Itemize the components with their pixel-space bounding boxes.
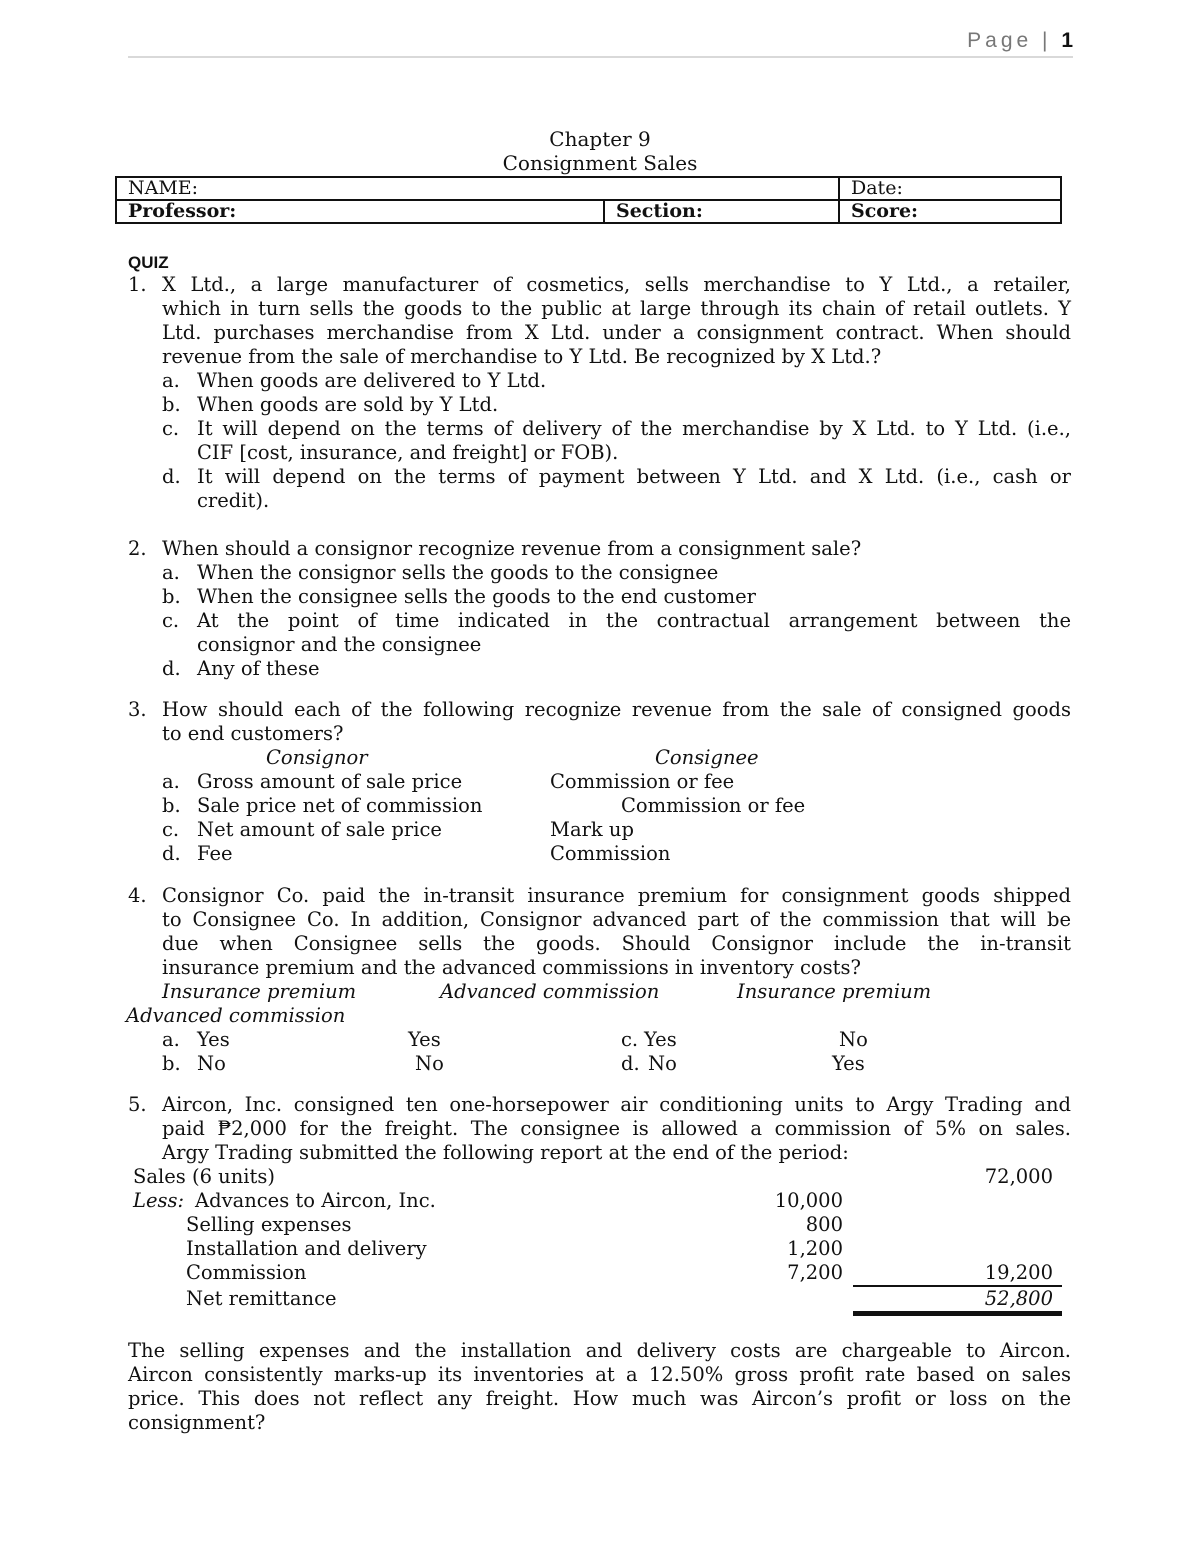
option-letter: d. [162, 842, 181, 865]
question-3-line: How should each of the following recognize revenue from the sale of consigned goods [162, 698, 1071, 721]
option-letter: a. [162, 770, 180, 793]
question-3-line: to end customers? [162, 722, 344, 745]
question-5-line: Aircon, Inc. consigned ten one-horsepower air conditioning units to Argy Trading and [162, 1093, 1071, 1116]
report-total-deductions: 19,200 [984, 1261, 1053, 1284]
q1-option-d-cont: credit). [197, 489, 270, 512]
q1-option-b: When goods are sold by Y Ltd. [197, 393, 499, 416]
question-5-line: paid ₱2,000 for the freight. The consignee is allowed a commission of 5% on sales. [162, 1117, 1071, 1140]
option-letter: c. [162, 417, 180, 440]
report-sales-value: 72,000 [984, 1165, 1053, 1188]
closing-line: consignment? [128, 1411, 266, 1434]
q1-option-d: It will depend on the terms of payment between Y Ltd. and X Ltd. (i.e., cash or [197, 465, 1071, 488]
q3-consignor-d: Fee [197, 842, 233, 865]
question-1-line: which in turn sells the goods to the public at large through its chain of retail outlets. Y [162, 297, 1071, 320]
question-3-number: 3. [128, 698, 147, 721]
option-letter: d. [621, 1052, 640, 1075]
report-install-value: 1,200 [787, 1237, 843, 1260]
question-1-line: Ltd. purchases merchandise from X Ltd. under a consignment contract. When should [162, 321, 1071, 344]
page-number: Page | 1 [967, 29, 1073, 52]
option-letter: a. [162, 369, 180, 392]
q4-header-advanced: Advanced commission [440, 980, 660, 1003]
q3-consignee-d: Commission [550, 842, 671, 865]
name-field[interactable]: NAME: [116, 177, 839, 200]
consignee-column-header: Consignee [655, 746, 759, 769]
q2-option-d: Any of these [197, 657, 320, 680]
q4-a-advanced: Yes [408, 1028, 441, 1051]
closing-line: price. This does not reflect any freight. How much was Aircon’s profit or loss on the [128, 1387, 1071, 1410]
total-double-rule [853, 1311, 1062, 1316]
closing-line: Aircon consistently marks-up its inventories at a 12.50% gross profit rate based on sales [128, 1363, 1071, 1386]
closing-line: The selling expenses and the installation and delivery costs are chargeable to Aircon. [128, 1339, 1071, 1362]
option-letter: c. [162, 609, 180, 632]
q4-b-insurance: No [197, 1052, 226, 1075]
question-4-line: due when Consignee sells the goods. Should Consignor include the in-transit [162, 932, 1071, 955]
q2-option-c-cont: consignor and the consignee [197, 633, 482, 656]
report-net-value: 52,800 [984, 1287, 1053, 1310]
student-info-table [115, 176, 1062, 224]
q4-d-advanced: Yes [832, 1052, 865, 1075]
option-letter: a. [162, 1028, 180, 1051]
question-2-text: When should a consignor recognize revenue from a consignment sale? [162, 537, 862, 560]
q4-header-advanced-2: Advanced commission [126, 1004, 346, 1027]
q4-b-advanced: No [415, 1052, 444, 1075]
option-letter: b. [162, 393, 181, 416]
option-letter: b. [162, 585, 181, 608]
q1-option-c: It will depend on the terms of delivery of the merchandise by X Ltd. to Y Ltd. (i.e., [197, 417, 1071, 440]
date-field[interactable]: Date: [839, 177, 1061, 200]
consignor-column-header: Consignor [266, 746, 368, 769]
q3-consignee-a: Commission or fee [550, 770, 735, 793]
question-1-number: 1. [128, 273, 147, 296]
q3-consignor-b: Sale price net of commission [197, 794, 483, 817]
question-1-line: revenue from the sale of merchandise to Y Ltd. Be recognized by X Ltd.? [162, 345, 882, 368]
report-commission-value: 7,200 [787, 1261, 843, 1284]
professor-field[interactable]: Professor: [116, 200, 604, 223]
option-letter: d. [162, 465, 181, 488]
question-5-line: Argy Trading submitted the following report at the end of the period: [162, 1141, 849, 1164]
report-less-label: Less: [133, 1189, 185, 1212]
section-field[interactable]: Section: [604, 200, 839, 223]
q4-a-insurance: Yes [197, 1028, 230, 1051]
report-net-label: Net remittance [186, 1287, 337, 1310]
question-4-line: insurance premium and the advanced commissions in inventory costs? [162, 956, 861, 979]
question-2-number: 2. [128, 537, 147, 560]
q4-header-insurance-2: Insurance premium [737, 980, 932, 1003]
q3-consignee-b: Commission or fee [621, 794, 806, 817]
page-header [128, 26, 1073, 58]
chapter-title: Chapter 9 [549, 127, 651, 151]
question-4-number: 4. [128, 884, 147, 907]
q4-header-insurance: Insurance premium [162, 980, 357, 1003]
report-selling-label: Selling expenses [186, 1213, 352, 1236]
q1-option-c-cont: CIF [cost, insurance, and freight] or FOB). [197, 441, 619, 464]
report-advances-value: 10,000 [774, 1189, 843, 1212]
q2-option-b: When the consignee sells the goods to the end customer [197, 585, 756, 608]
question-4-line: to Consignee Co. In addition, Consignor advanced part of the commission that will be [162, 908, 1071, 931]
q4-c-insurance: Yes [644, 1028, 677, 1051]
q1-option-a: When goods are delivered to Y Ltd. [197, 369, 547, 392]
score-field[interactable]: Score: [839, 200, 1061, 223]
option-letter: b. [162, 794, 181, 817]
question-5-number: 5. [128, 1093, 147, 1116]
q3-consignor-a: Gross amount of sale price [197, 770, 463, 793]
q4-d-insurance: No [648, 1052, 677, 1075]
report-commission-label: Commission [186, 1261, 307, 1284]
q2-option-c: At the point of time indicated in the contractual arrangement between the [197, 609, 1071, 632]
quiz-heading: QUIZ [128, 253, 169, 272]
q3-consignee-c: Mark up [550, 818, 634, 841]
report-advances-label: Advances to Aircon, Inc. [195, 1189, 436, 1212]
option-letter: a. [162, 561, 180, 584]
option-letter: c. [162, 818, 180, 841]
option-letter: c. [621, 1028, 639, 1051]
report-sales-label: Sales (6 units) [133, 1165, 275, 1188]
q2-option-a: When the consignor sells the goods to the consignee [197, 561, 719, 584]
question-1-line: X Ltd., a large manufacturer of cosmetics, sells merchandise to Y Ltd., a retailer, [162, 273, 1071, 296]
subject-title: Consignment Sales [502, 151, 698, 175]
q4-c-advanced: No [839, 1028, 868, 1051]
option-letter: d. [162, 657, 181, 680]
question-4-line: Consignor Co. paid the in-transit insurance premium for consignment goods shipped [162, 884, 1071, 907]
q3-consignor-c: Net amount of sale price [197, 818, 442, 841]
report-install-label: Installation and delivery [186, 1237, 427, 1260]
option-letter: b. [162, 1052, 181, 1075]
report-selling-value: 800 [805, 1213, 843, 1236]
